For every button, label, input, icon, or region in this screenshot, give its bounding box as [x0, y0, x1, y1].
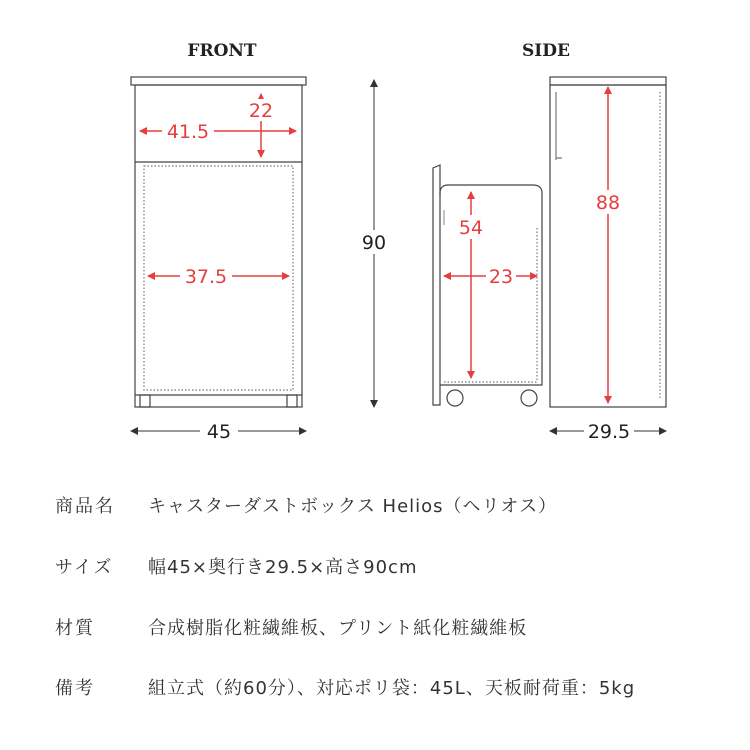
bin-area-width-label: 37.5: [184, 266, 228, 288]
body-height-label: 88: [595, 192, 621, 214]
spec-label: サイズ: [55, 557, 114, 578]
spec-value: 組立式（約60分）、対応ポリ袋：45L、天板耐荷重：5kg: [148, 678, 636, 699]
spec-label: 商品名: [55, 496, 115, 517]
front-view-drawing: [131, 77, 306, 407]
bin-height-label: 54: [458, 217, 484, 239]
spec-value: 幅45×奥行き29.5×高さ90cm: [148, 557, 418, 578]
side-depth-label: 29.5: [587, 421, 631, 443]
top-opening-height-label: 22: [248, 100, 274, 122]
total-height-label: 90: [361, 232, 387, 254]
spec-label: 備考: [55, 678, 95, 699]
front-view-title: FRONT: [187, 41, 257, 61]
spec-value: キャスターダストボックス Helios（ヘリオス）: [148, 496, 558, 517]
spec-value: 合成樹脂化粧繊維板、プリント紙化粧繊維板: [148, 618, 528, 639]
spec-label: 材質: [55, 618, 95, 639]
bin-depth-label: 23: [488, 266, 514, 288]
top-opening-width-label: 41.5: [166, 121, 210, 143]
side-view-title: SIDE: [522, 41, 570, 61]
front-width-label: 45: [206, 421, 232, 443]
